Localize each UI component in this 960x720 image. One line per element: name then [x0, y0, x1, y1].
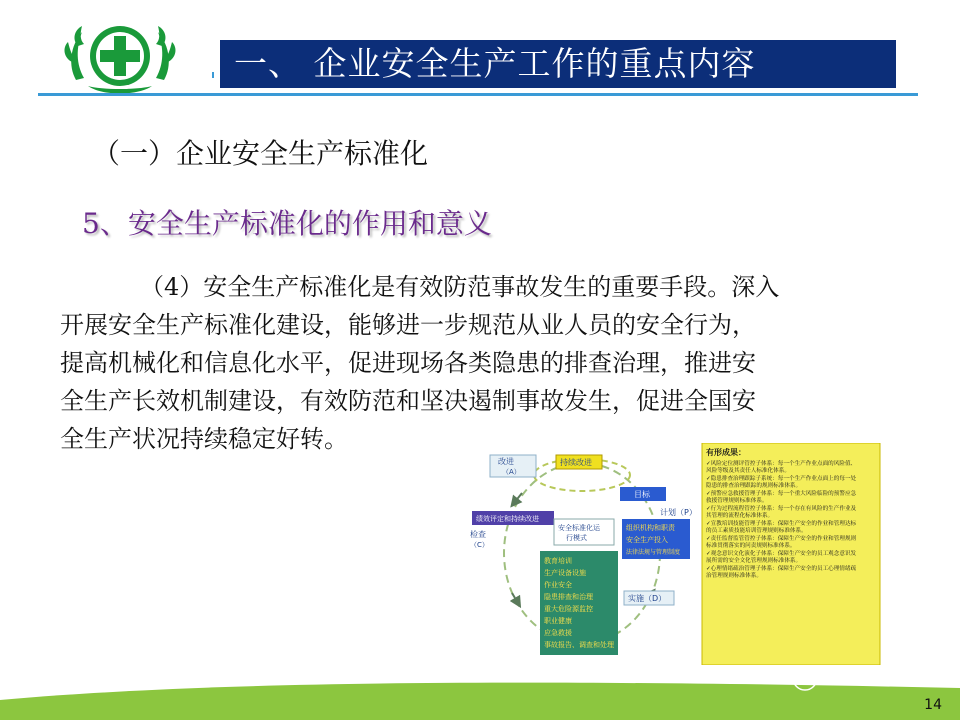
- watermark-text: 安全应急: [824, 664, 904, 688]
- bottom-item: 隐患排查和治理: [544, 593, 593, 601]
- bottom-item: 重大危险源监控: [544, 605, 593, 613]
- results-item-line: ✓隐患排查治理跟踪子系统：每一个生产作业点面上的每一处: [706, 476, 857, 482]
- results-item-line: ✓宣教培训技能管理子体系：保障生产安全的作业和管理达标: [706, 521, 857, 527]
- bottom-item: 生产设备设施: [544, 569, 586, 577]
- title-tick-mark: [212, 72, 214, 78]
- check-label: 检查: [470, 530, 486, 539]
- left-band-label: 绩效评定和持续改进: [476, 515, 539, 523]
- bottom-item: 应急救援: [544, 629, 572, 637]
- center-label: 安全标准化运: [558, 524, 600, 532]
- page-title: 一、 企业安全生产工作的重点内容: [220, 40, 896, 88]
- results-item-line: 隐患的排查治理跟踪的规则标准体系。: [706, 483, 802, 489]
- body-line: 全生产长效机制建设，有效防范和坚决遏制事故发生，促进全国安: [60, 387, 756, 415]
- results-item-line: 的员工素质技能培训管理规则标准体系。: [706, 528, 807, 534]
- results-heading: 有形成果：: [706, 448, 746, 457]
- results-item-line: ✓风险定位测评管控子体系：每一个生产作业点面的风险值、: [706, 461, 857, 467]
- bottom-item: 职业健康: [544, 617, 572, 625]
- watermark: [792, 660, 904, 691]
- body-line: 开展安全生产标准化建设，能够进一步规范从业人员的安全行为，: [60, 311, 756, 339]
- results-item-line: ✓行为过程流程管控子体系：每一个存在有风险的生产作业及: [706, 506, 857, 512]
- section-title: （一）企业安全生产标准化: [92, 137, 429, 170]
- subsection-title: 5、安全生产标准化的作用和意义: [82, 207, 492, 240]
- results-item-line: 风险等级及其责任人标准化体系。: [706, 468, 790, 474]
- results-item-line: ✓责任监督监管管控子体系：保障生产安全的作业和管理规则: [706, 536, 857, 542]
- center-label: 行模式: [566, 534, 587, 542]
- results-item-line: 标准贯彻落实的问责规则标准体系。: [706, 543, 796, 549]
- safety-cross-logo-icon: [62, 18, 178, 96]
- bottom-item: 事故报告、调查和处理: [544, 641, 614, 649]
- results-item-line: ✓预警应急救援管理子体系：每一个重大风险临险的预警应急: [706, 491, 857, 497]
- body-paragraph: [60, 268, 900, 458]
- results-item-line: 治管理规则标准体系。: [706, 573, 762, 579]
- results-item-line: 展所需的安全文化管理规则标准体系。: [706, 558, 802, 564]
- body-line: 全生产状况持续稳定好转。: [60, 425, 348, 453]
- wechat-icon: [792, 665, 818, 691]
- results-item-line: ✓心理情绪疏治管理子体系：保障生产安全的员工心理情绪疏: [706, 566, 857, 572]
- body-line: （4）安全生产标准化是有效防范事故发生的重要手段。深入: [140, 273, 780, 301]
- act-label-letter: （A）: [502, 468, 521, 476]
- check-label-letter: （C）: [470, 541, 489, 549]
- bottom-item: 作业安全: [544, 581, 572, 589]
- results-item-line: 其管理的流程化标准体系。: [706, 513, 774, 519]
- results-item-line: ✓观念意识文化演化子体系：保障生产安全的员工观念意识发: [706, 551, 857, 557]
- bottom-item: 教育培训: [544, 557, 572, 565]
- body-line: 提高机械化和信息化水平，促进现场各类隐患的排查治理，推进安: [60, 349, 756, 377]
- pdca-standardization-diagram: [462, 443, 882, 665]
- results-item-line: 救援管理规则标准体系。: [706, 498, 768, 504]
- act-label: 改进: [498, 457, 514, 466]
- plan-label: 计划（P）: [660, 508, 697, 517]
- title-underline: [38, 93, 918, 96]
- right-item: 安全生产投入: [626, 536, 668, 544]
- do-label: 实施（D）: [628, 594, 667, 603]
- continuous-label: 持续改进: [560, 458, 592, 467]
- target-label: 目标: [634, 490, 650, 499]
- right-item: 组织机构和职责: [626, 524, 675, 532]
- cycle-arrow: [512, 593, 518, 603]
- right-item: 法律法规与管理制度: [626, 549, 681, 556]
- page-number: 14: [924, 697, 942, 713]
- bottom-box: [540, 551, 618, 655]
